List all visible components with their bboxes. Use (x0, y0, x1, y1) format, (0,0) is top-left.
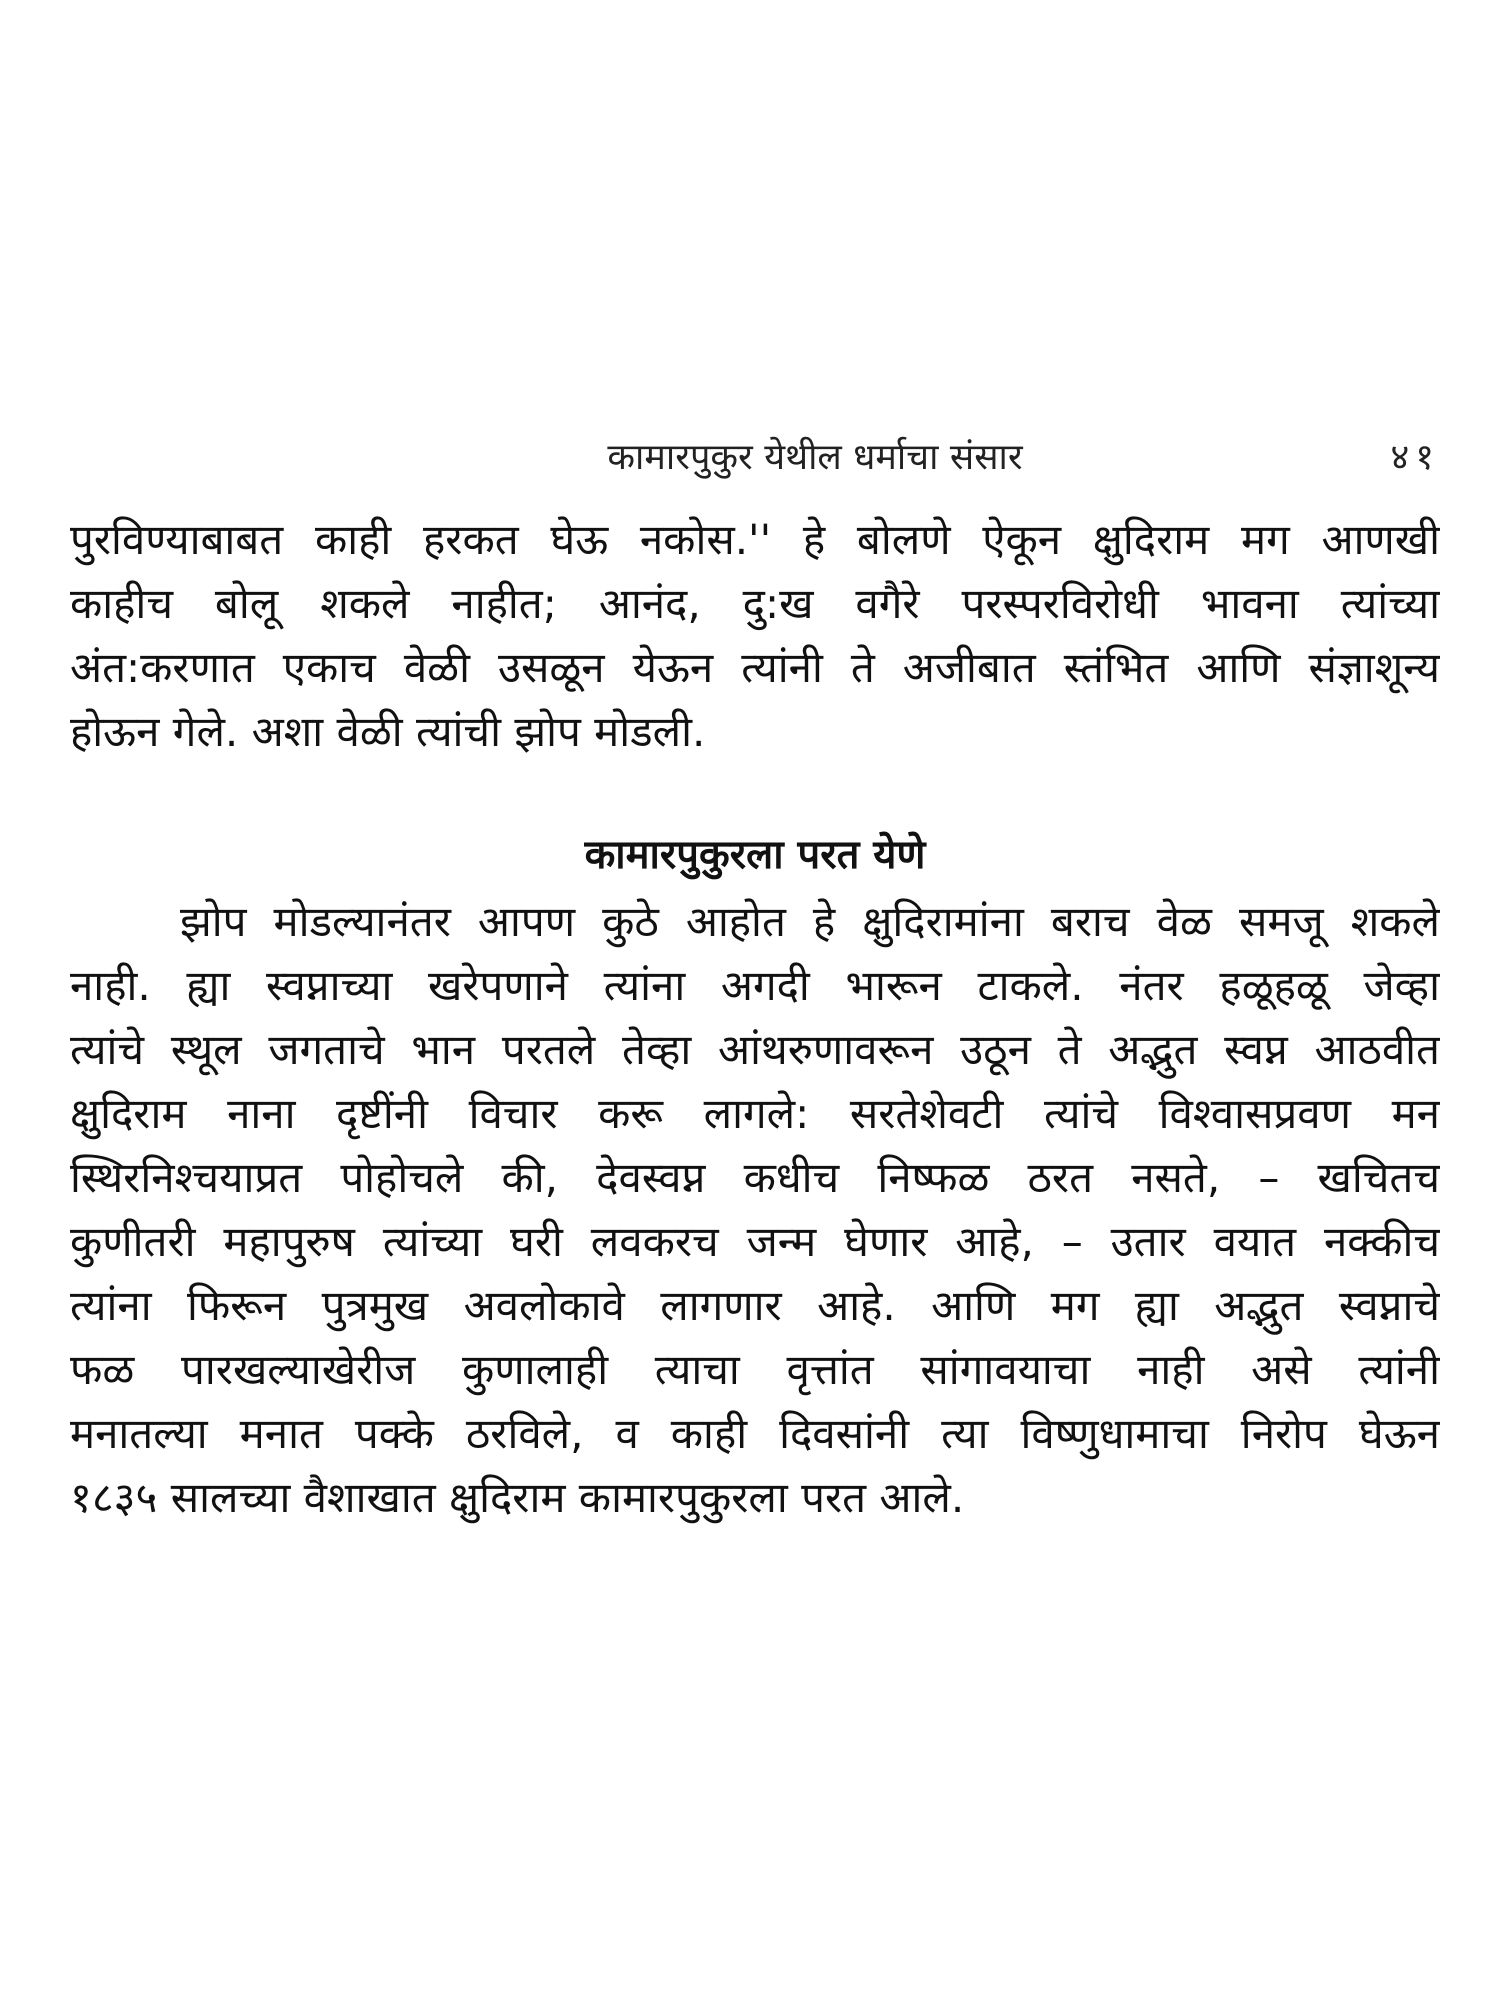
section-heading: कामारपुकुरला परत येणे (584, 832, 926, 878)
text-line: त्यांना फिरून पुत्रमुख अवलोकावे लागणार आहे. आणि मग ह्या अद्भुत स्वप्नाचे (70, 1281, 1440, 1330)
text-line: फळ पारखल्याखेरीज कुणालाही त्याचा वृत्तांत सांगावयाचा नाही असे त्यांनी (70, 1345, 1440, 1394)
text-line: नाही. ह्या स्वप्नाच्या खरेपणाने त्यांना अगदी भारून टाकले. नंतर हळूहळू जेव्हा (70, 961, 1440, 1010)
text-line: अंत:करणात एकाच वेळी उसळून येऊन त्यांनी ते अजीबात स्तंभित आणि संज्ञाशून्य (70, 643, 1440, 692)
text-line: होऊन गेले. अशा वेळी त्यांची झोप मोडली. (70, 707, 706, 756)
page-number: ४१ (1390, 437, 1440, 478)
text-line: मनातल्या मनात पक्के ठरविले, व काही दिवसांनी त्या विष्णुधामाचा निरोप घेऊन (70, 1409, 1440, 1458)
text-line: त्यांचे स्थूल जगताचे भान परतले तेव्हा आंथरुणावरून उठून ते अद्भुत स्वप्न आठवीत (70, 1025, 1440, 1074)
running-header (70, 428, 1440, 488)
text-line: झोप मोडल्यानंतर आपण कुठे आहोत हे क्षुदिरामांना बराच वेळ समजू शकले (180, 897, 1440, 946)
paragraph-body (70, 890, 1440, 1530)
paragraph-continued (70, 508, 1440, 764)
text-line: क्षुदिराम नाना दृष्टींनी विचार करू लागले: सरतेशेवटी त्यांचे विश्वासप्रवण मन (70, 1089, 1440, 1138)
text-line: १८३५ सालच्या वैशाखात क्षुदिराम कामारपुकुरला परत आले. (70, 1473, 965, 1522)
text-line: पुरविण्याबाबत काही हरकत घेऊ नकोस.'' हे बोलणे ऐकून क्षुदिराम मग आणखी (70, 515, 1440, 564)
text-line: काहीच बोलू शकले नाहीत; आनंद, दु:ख वगैरे परस्परविरोधी भावना त्यांच्या (70, 579, 1440, 628)
text-line: कुणीतरी महापुरुष त्यांच्या घरी लवकरच जन्म घेणार आहे, – उतार वयात नक्कीच (70, 1217, 1440, 1266)
running-title: कामारपुकुर येथील धर्माचा संसार (607, 437, 1023, 478)
text-line: स्थिरनिश्चयाप्रत पोहोचले की, देवस्वप्न कधीच निष्फळ ठरत नसते, – खचितच (70, 1153, 1440, 1202)
